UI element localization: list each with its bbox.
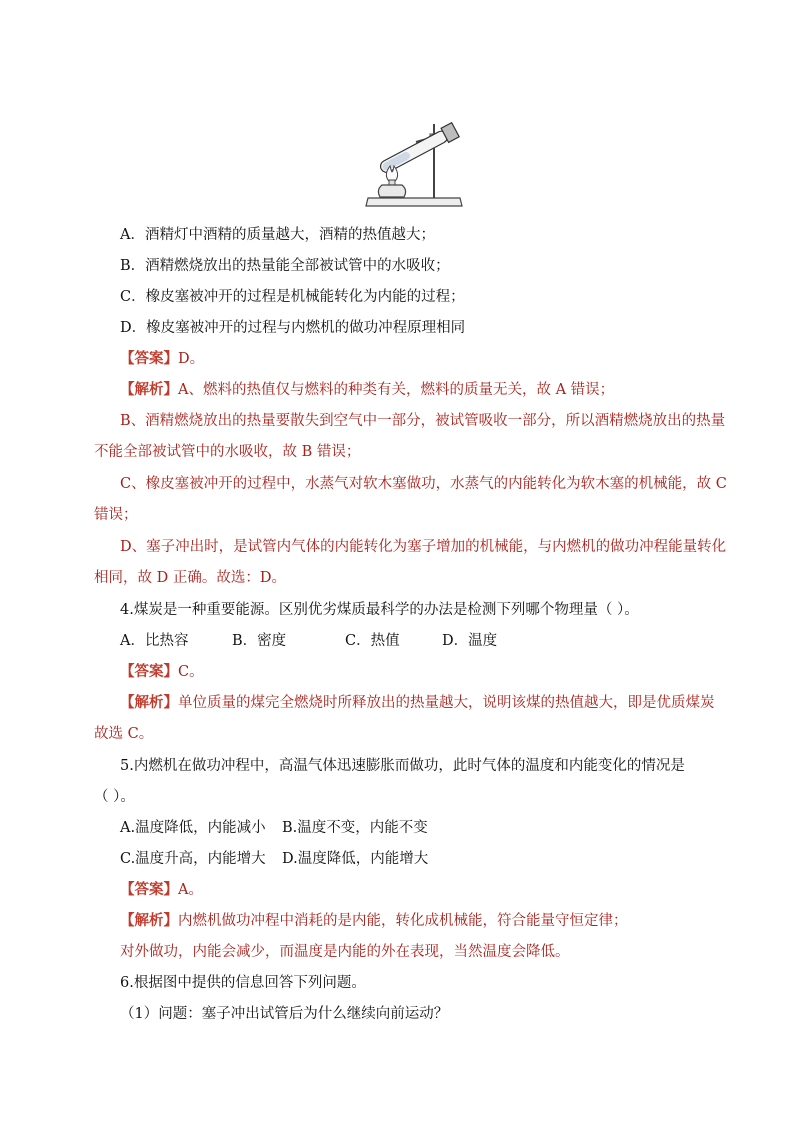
answer-tag: 【答案】 (120, 881, 178, 898)
q6-stem: 6.根据图中提供的信息回答下列问题。 (120, 975, 366, 991)
analysis-text: A、燃料的热值仅与燃料的种类有关，燃料的质量无关，故 A 错误； (178, 382, 615, 398)
q3-analysis-line-3: 不能全部被试管中的水吸收，故 B 错误； (94, 444, 361, 460)
analysis-tag: 【解析】 (120, 381, 178, 398)
answer-tag: 【答案】 (120, 350, 178, 367)
q4-answer (120, 662, 794, 682)
q3-analysis-line-4: C、橡皮塞被冲开的过程中，水蒸气对软木塞做功，水蒸气的内能转化为软木塞的机械能，故 C (120, 476, 727, 492)
q5-option-b: B.温度不变，内能不变 (282, 820, 428, 836)
test-tube-heating-apparatus-icon (364, 104, 464, 212)
q5-stem-line-1: 5.内燃机在做功冲程中，高温气体迅速膨胀而做功，此时气体的温度和内能变化的情况是 (120, 758, 685, 774)
analysis-text: 单位质量的煤完全燃烧时所释放出的热量越大，说明该煤的热值越大，即是优质煤炭 (178, 695, 715, 711)
q3-analysis-line-1 (120, 380, 794, 400)
q3-option-b: B．酒精燃烧放出的热量能全部被试管中的水吸收； (120, 258, 450, 274)
answer-text: D。 (178, 351, 205, 367)
q3-analysis-line-2: B、酒精燃烧放出的热量要散失到空气中一部分，被试管吸收一部分，所以酒精燃烧放出的热量 (120, 413, 726, 429)
q5-answer (120, 880, 794, 900)
analysis-text: 内燃机做功冲程中消耗的是内能，转化成机械能，符合能量守恒定律； (178, 913, 628, 929)
q4-option-a: A．比热容 (120, 633, 189, 649)
analysis-tag: 【解析】 (120, 694, 178, 711)
q4-option-c: C．热值 (345, 633, 400, 649)
q3-answer (120, 349, 794, 369)
q3-analysis-line-6: D、塞子冲出时，是试管内气体的内能转化为塞子增加的机械能，与内燃机的做功冲程能量转化 (120, 539, 727, 555)
answer-text: C。 (178, 664, 204, 680)
apparatus-figure (364, 104, 464, 212)
q4-option-d: D．温度 (442, 633, 498, 649)
q4-analysis-line-2: 故选 C。 (94, 726, 154, 742)
q4-analysis-line-1 (120, 693, 794, 713)
q5-option-d: D.温度降低，内能增大 (282, 851, 429, 867)
q3-analysis-line-7: 相同，故 D 正确。故选：D。 (94, 570, 286, 586)
analysis-tag: 【解析】 (120, 912, 178, 929)
q6-subquestion-1: （1）问题：塞子冲出试管后为什么继续向前运动？ (120, 1006, 449, 1022)
q4-option-b: B．密度 (232, 633, 287, 649)
q3-option-d: D．橡皮塞被冲开的过程与内燃机的做功冲程原理相同 (120, 320, 466, 336)
q3-analysis-line-5: 错误； (94, 507, 138, 523)
q4-stem: 4.煤炭是一种重要能源。区别优劣煤质最科学的办法是检测下列哪个物理量（ ）。 (120, 602, 639, 618)
answer-text: A。 (178, 882, 203, 898)
q5-analysis-line-1 (120, 911, 794, 931)
q3-option-c: C．橡皮塞被冲开的过程是机械能转化为内能的过程； (120, 289, 465, 305)
q5-stem-line-2: （ ）。 (94, 789, 135, 805)
q3-option-a: A．酒精灯中酒精的质量越大，酒精的热值越大； (120, 227, 435, 243)
q5-option-c: C.温度升高，内能增大 (120, 851, 266, 867)
answer-tag: 【答案】 (120, 663, 178, 680)
q5-analysis-line-2: 对外做功，内能会减少，而温度是内能的外在表现，当然温度会降低。 (120, 944, 570, 960)
q5-option-a: A.温度降低，内能减小 (120, 820, 266, 836)
